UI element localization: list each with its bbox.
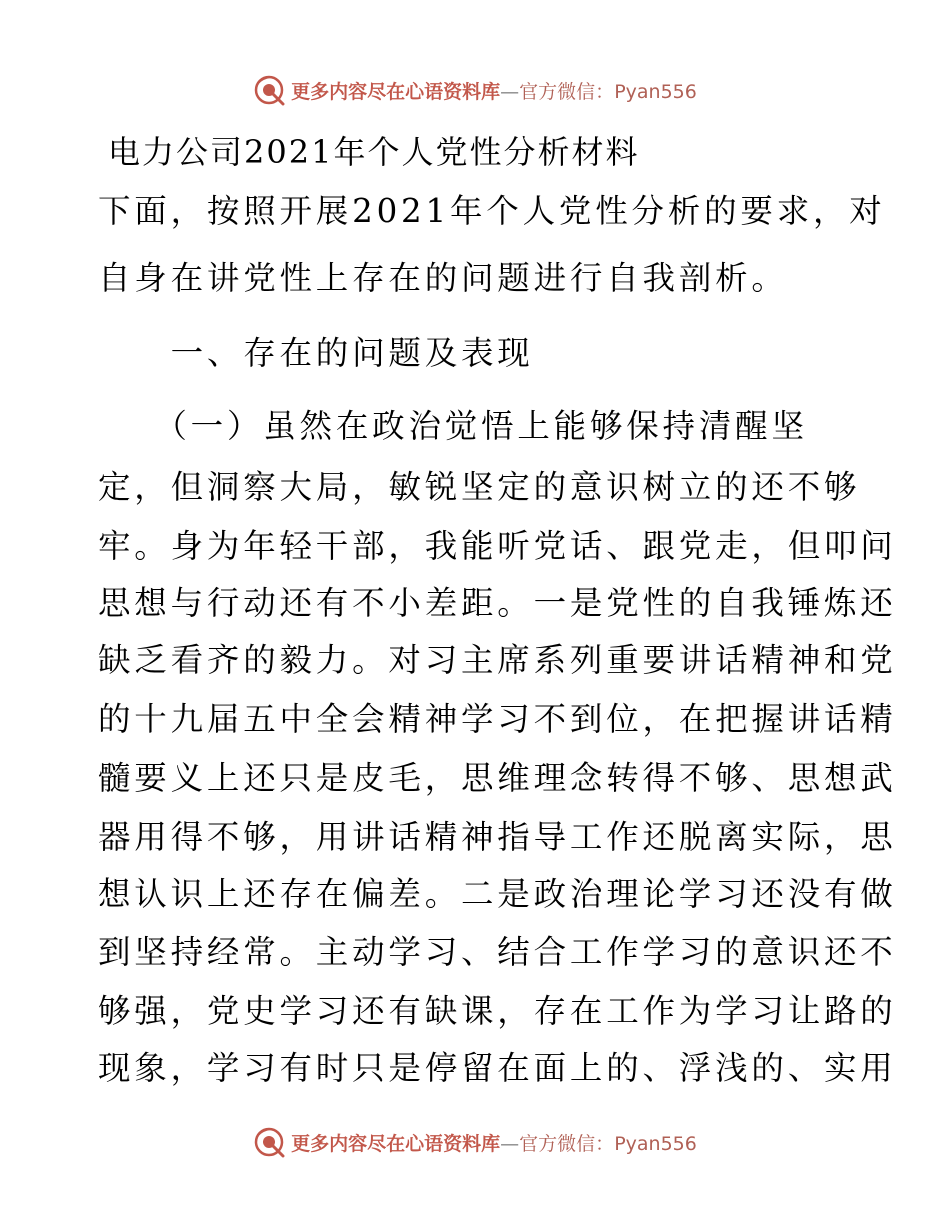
body-line: 牢。身为年轻干部，我能听党话、跟党走，但叩问: [98, 527, 897, 565]
body-line: 器用得不够，用讲话精神指导工作还脱离实际，思: [98, 818, 897, 856]
pen-logo-icon: [253, 1126, 285, 1158]
watermark-text: [291, 77, 697, 104]
body-line: 够强，党史学习还有缺课，存在工作为学习让路的: [98, 992, 897, 1030]
watermark-brand: 更多内容尽在心语资料库: [291, 1132, 501, 1155]
body-line: 思想与行动还有不小差距。一是党性的自我锤炼还: [98, 584, 897, 622]
watermark-separator: —: [500, 80, 520, 103]
body-line: 髓要义上还只是皮毛，思维理念转得不够、思想武: [98, 759, 897, 797]
pen-logo-icon: [253, 74, 285, 106]
body-line: 定，但洞察大局，敏锐坚定的意识树立的还不够: [98, 468, 861, 506]
watermark-wechat-id: Pyan556: [614, 80, 697, 103]
body-line: 想认识上还存在偏差。二是政治理论学习还没有做: [98, 875, 897, 913]
watermark-brand: 更多内容尽在心语资料库: [291, 80, 501, 103]
document-title: 电力公司2021年个人党性分析材料: [108, 133, 640, 171]
section-heading: 一、存在的问题及表现: [98, 334, 534, 372]
body-line: 自身在讲党性上存在的问题进行自我剖析。: [98, 259, 788, 297]
watermark-separator: —: [500, 1132, 520, 1155]
watermark-official-label: 官方微信：: [519, 80, 615, 103]
body-line: 到坚持经常。主动学习、结合工作学习的意识还不: [98, 933, 897, 971]
body-line: 下面，按照开展2021年个人党性分析的要求，对: [98, 192, 886, 230]
watermark-text: [291, 1129, 697, 1156]
body-line: 的十九届五中全会精神学习不到位，在把握讲话精: [98, 700, 897, 738]
footer-watermark: [0, 1122, 950, 1162]
watermark-wechat-id: Pyan556: [614, 1132, 697, 1155]
body-line: 现象，学习有时只是停留在面上的、浮浅的、实用: [98, 1049, 897, 1087]
header-watermark: [0, 70, 950, 110]
body-line: 缺乏看齐的毅力。对习主席系列重要讲话精神和党: [98, 641, 897, 679]
watermark-official-label: 官方微信：: [519, 1132, 615, 1155]
body-line: （一）虽然在政治觉悟上能够保持清醒坚: [98, 407, 808, 445]
